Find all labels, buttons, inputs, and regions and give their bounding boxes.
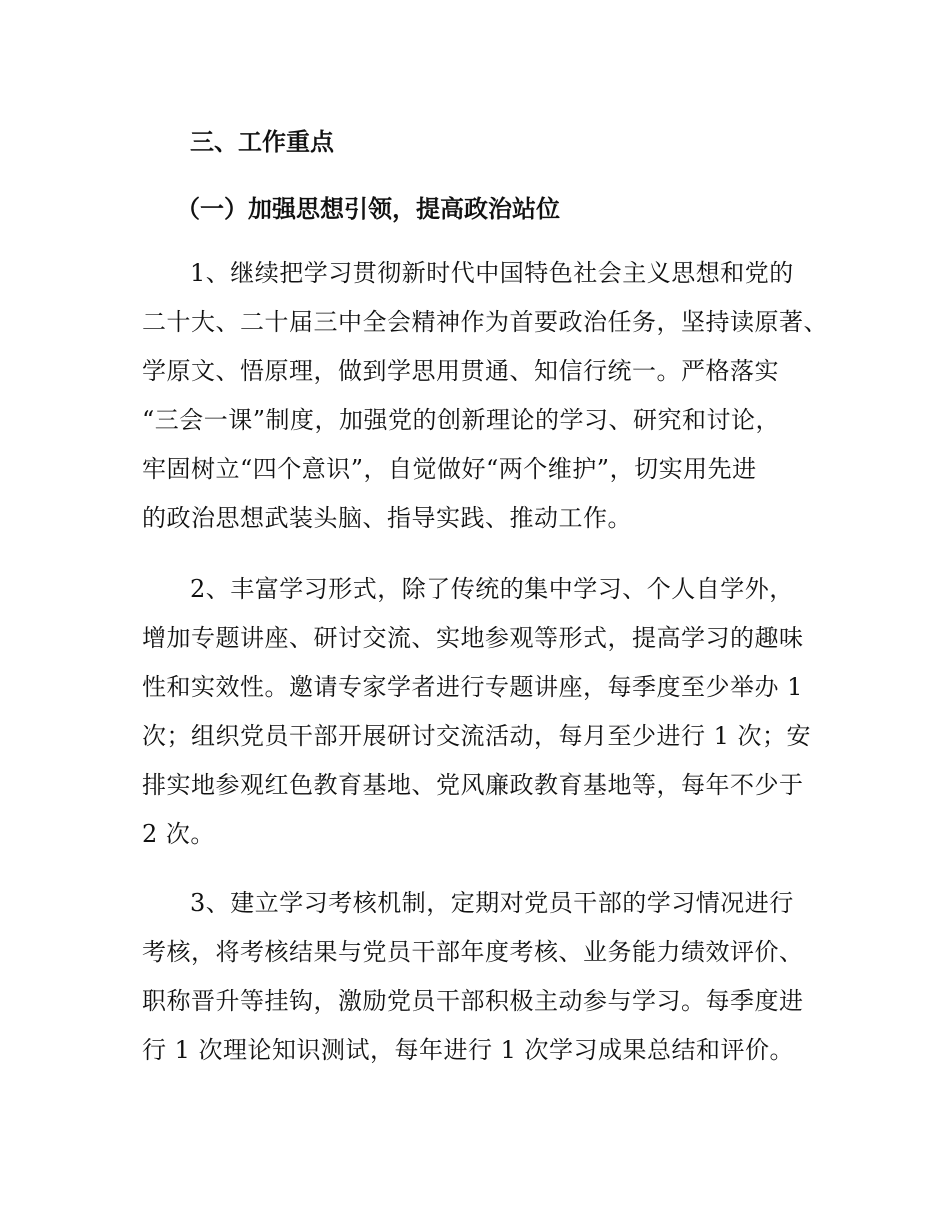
paragraph-2 bbox=[142, 565, 832, 859]
subsection-title: （一）加强思想引领，提高政治站位 bbox=[176, 194, 560, 223]
paragraph-line: 增加专题讲座、研讨交流、实地参观等形式，提高学习的趣味 bbox=[142, 624, 804, 652]
paragraph-line: 牢固树立“四个意识”，自觉做好“两个维护”，切实用先进 bbox=[142, 455, 757, 483]
paragraph-line: 性和实效性。邀请专家学者进行专题讲座，每季度至少举办 1 bbox=[142, 673, 803, 701]
paragraph-line: 次；组织党员干部开展研讨交流活动，每月至少进行 1 次；安 bbox=[142, 722, 812, 750]
paragraph-line: 排实地参观红色教育基地、党风廉政教育基地等，每年不少于 bbox=[142, 771, 804, 799]
paragraph-line: 行 1 次理论知识测试，每年进行 1 次学习成果总结和评价。 bbox=[142, 1036, 795, 1064]
paragraph-line: 2、丰富学习形式，除了传统的集中学习、个人自学外， bbox=[190, 575, 794, 603]
section-title: 三、工作重点 bbox=[190, 127, 334, 156]
paragraph-line: 学原文、悟原理，做到学思用贯通、知信行统一。严格落实 bbox=[142, 357, 779, 385]
paragraph-3 bbox=[142, 879, 832, 1075]
paragraph-line: 职称晋升等挂钩，激励党员干部积极主动参与学习。每季度进 bbox=[142, 987, 804, 1015]
paragraph-line: 的政治思想武装头脑、指导实践、推动工作。 bbox=[142, 504, 632, 532]
paragraph-line: 考核，将考核结果与党员干部年度考核、业务能力绩效评价、 bbox=[142, 938, 804, 966]
paragraph-line: 二十大、二十届三中全会精神作为首要政治任务，坚持读原著、 bbox=[142, 308, 828, 336]
paragraph-line: 3、建立学习考核机制，定期对党员干部的学习情况进行 bbox=[190, 889, 794, 917]
paragraph-line: “三会一课”制度，加强党的创新理论的学习、研究和讨论， bbox=[142, 406, 781, 434]
paragraph-line: 2 次。 bbox=[142, 820, 215, 848]
paragraph-1 bbox=[142, 249, 832, 543]
paragraph-line: 1、继续把学习贯彻新时代中国特色社会主义思想和党的 bbox=[190, 259, 794, 287]
